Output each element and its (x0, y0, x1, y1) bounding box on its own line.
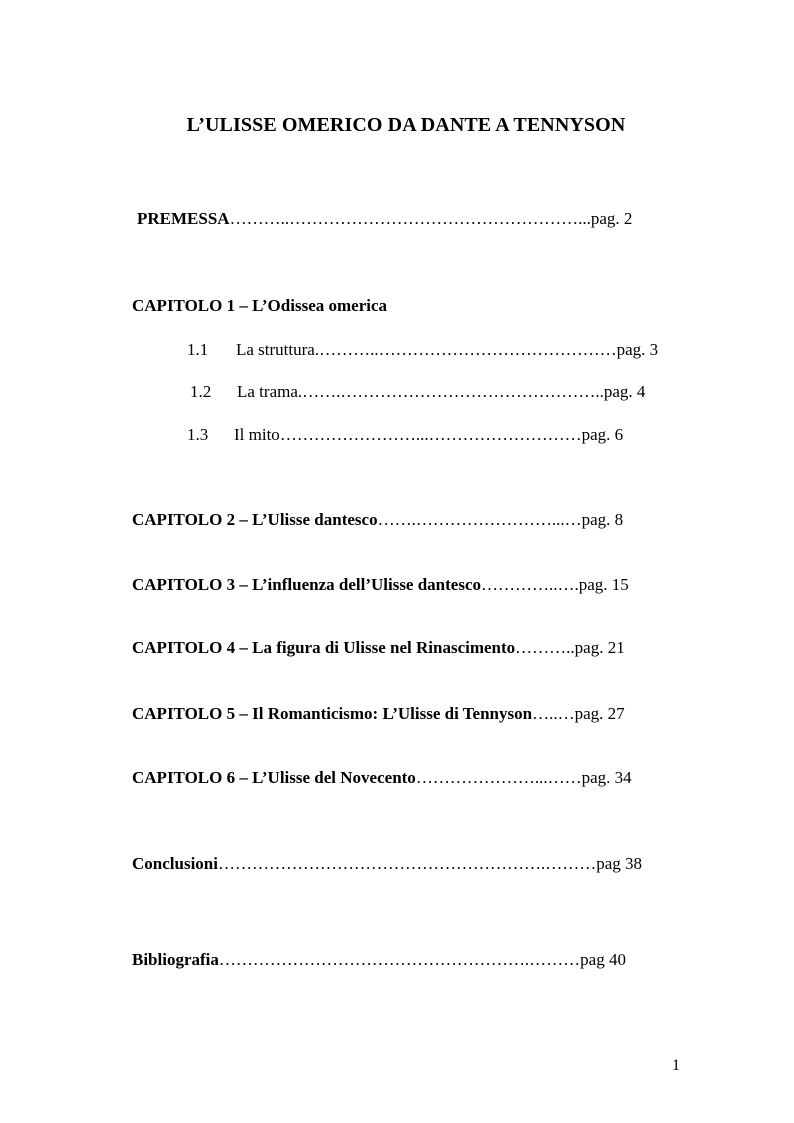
toc-entry-premessa (137, 209, 632, 229)
toc-page-ref: pag. 34 (581, 768, 632, 787)
toc-entry-capitolo-1 (132, 296, 387, 316)
toc-leader-dots: …………………...…… (415, 768, 582, 787)
toc-leader-dots: .………..…………………………………… (314, 340, 617, 359)
section-number: 1.1 (187, 340, 209, 359)
toc-label: La struttura (236, 340, 315, 359)
toc-entry-1-2 (190, 382, 645, 402)
toc-page-ref: pag. 21 (574, 638, 625, 657)
toc-leader-dots: ………………………………………………….……… (217, 854, 597, 873)
toc-leader-dots: ……….. (515, 638, 575, 657)
toc-page-ref: pag 40 (580, 950, 626, 969)
toc-page-ref: pag. 27 (574, 704, 625, 723)
section-number: 1.2 (190, 382, 212, 401)
toc-entry-capitolo-6 (132, 768, 632, 788)
toc-page-ref: pag. 2 (590, 209, 633, 228)
toc-leader-dots: …..… (532, 704, 575, 723)
toc-entry-capitolo-5 (132, 704, 625, 724)
toc-entry-1-1 (187, 340, 658, 360)
toc-entry-conclusioni (132, 854, 642, 874)
toc-page-ref: pag. 3 (616, 340, 659, 359)
toc-label: CAPITOLO 2 – L’Ulisse dantesco (132, 510, 378, 529)
page-title: L’ULISSE OMERICO DA DANTE A TENNYSON (186, 114, 626, 136)
section-number: 1.3 (187, 425, 209, 444)
toc-label: La trama (237, 382, 298, 401)
toc-label: CAPITOLO 1 – L’Odissea omerica (132, 296, 388, 315)
toc-label: CAPITOLO 4 – La figura di Ulisse nel Rinascimento (132, 638, 516, 657)
toc-page-ref: pag. 4 (603, 382, 646, 401)
toc-label: CAPITOLO 5 – Il Romanticismo: L’Ulisse di Tennyson (132, 704, 533, 723)
toc-leader-dots: ………..……………………………………………... (229, 209, 591, 228)
toc-entry-capitolo-4 (132, 638, 625, 658)
toc-entry-capitolo-2 (132, 510, 623, 530)
toc-entry-1-3 (187, 425, 623, 445)
toc-entry-bibliografia (132, 950, 626, 970)
toc-leader-dots: ……………………………………………….……… (218, 950, 581, 969)
toc-label: Il mito (234, 425, 280, 444)
page-number: 1 (672, 1057, 680, 1074)
toc-entry-capitolo-3 (132, 575, 629, 595)
toc-leader-dots: ……………………...……………………… (279, 425, 582, 444)
toc-label: Bibliografia (132, 950, 219, 969)
toc-leader-dots: …………..…. (481, 575, 579, 594)
toc-page-ref: pag. 15 (578, 575, 629, 594)
toc-label: CAPITOLO 3 – L’influenza dell’Ulisse dantesco (132, 575, 482, 594)
toc-page-ref: pag 38 (596, 854, 643, 873)
toc-leader-dots: .…….……………………………………….. (297, 382, 604, 401)
toc-label: CAPITOLO 6 – L’Ulisse del Novecento (132, 768, 416, 787)
toc-label: Conclusioni (132, 854, 218, 873)
toc-leader-dots: …….……………………...… (377, 510, 582, 529)
toc-page-ref: pag. 8 (581, 510, 624, 529)
toc-page-ref: pag. 6 (581, 425, 624, 444)
toc-label: PREMESSA (137, 209, 230, 228)
